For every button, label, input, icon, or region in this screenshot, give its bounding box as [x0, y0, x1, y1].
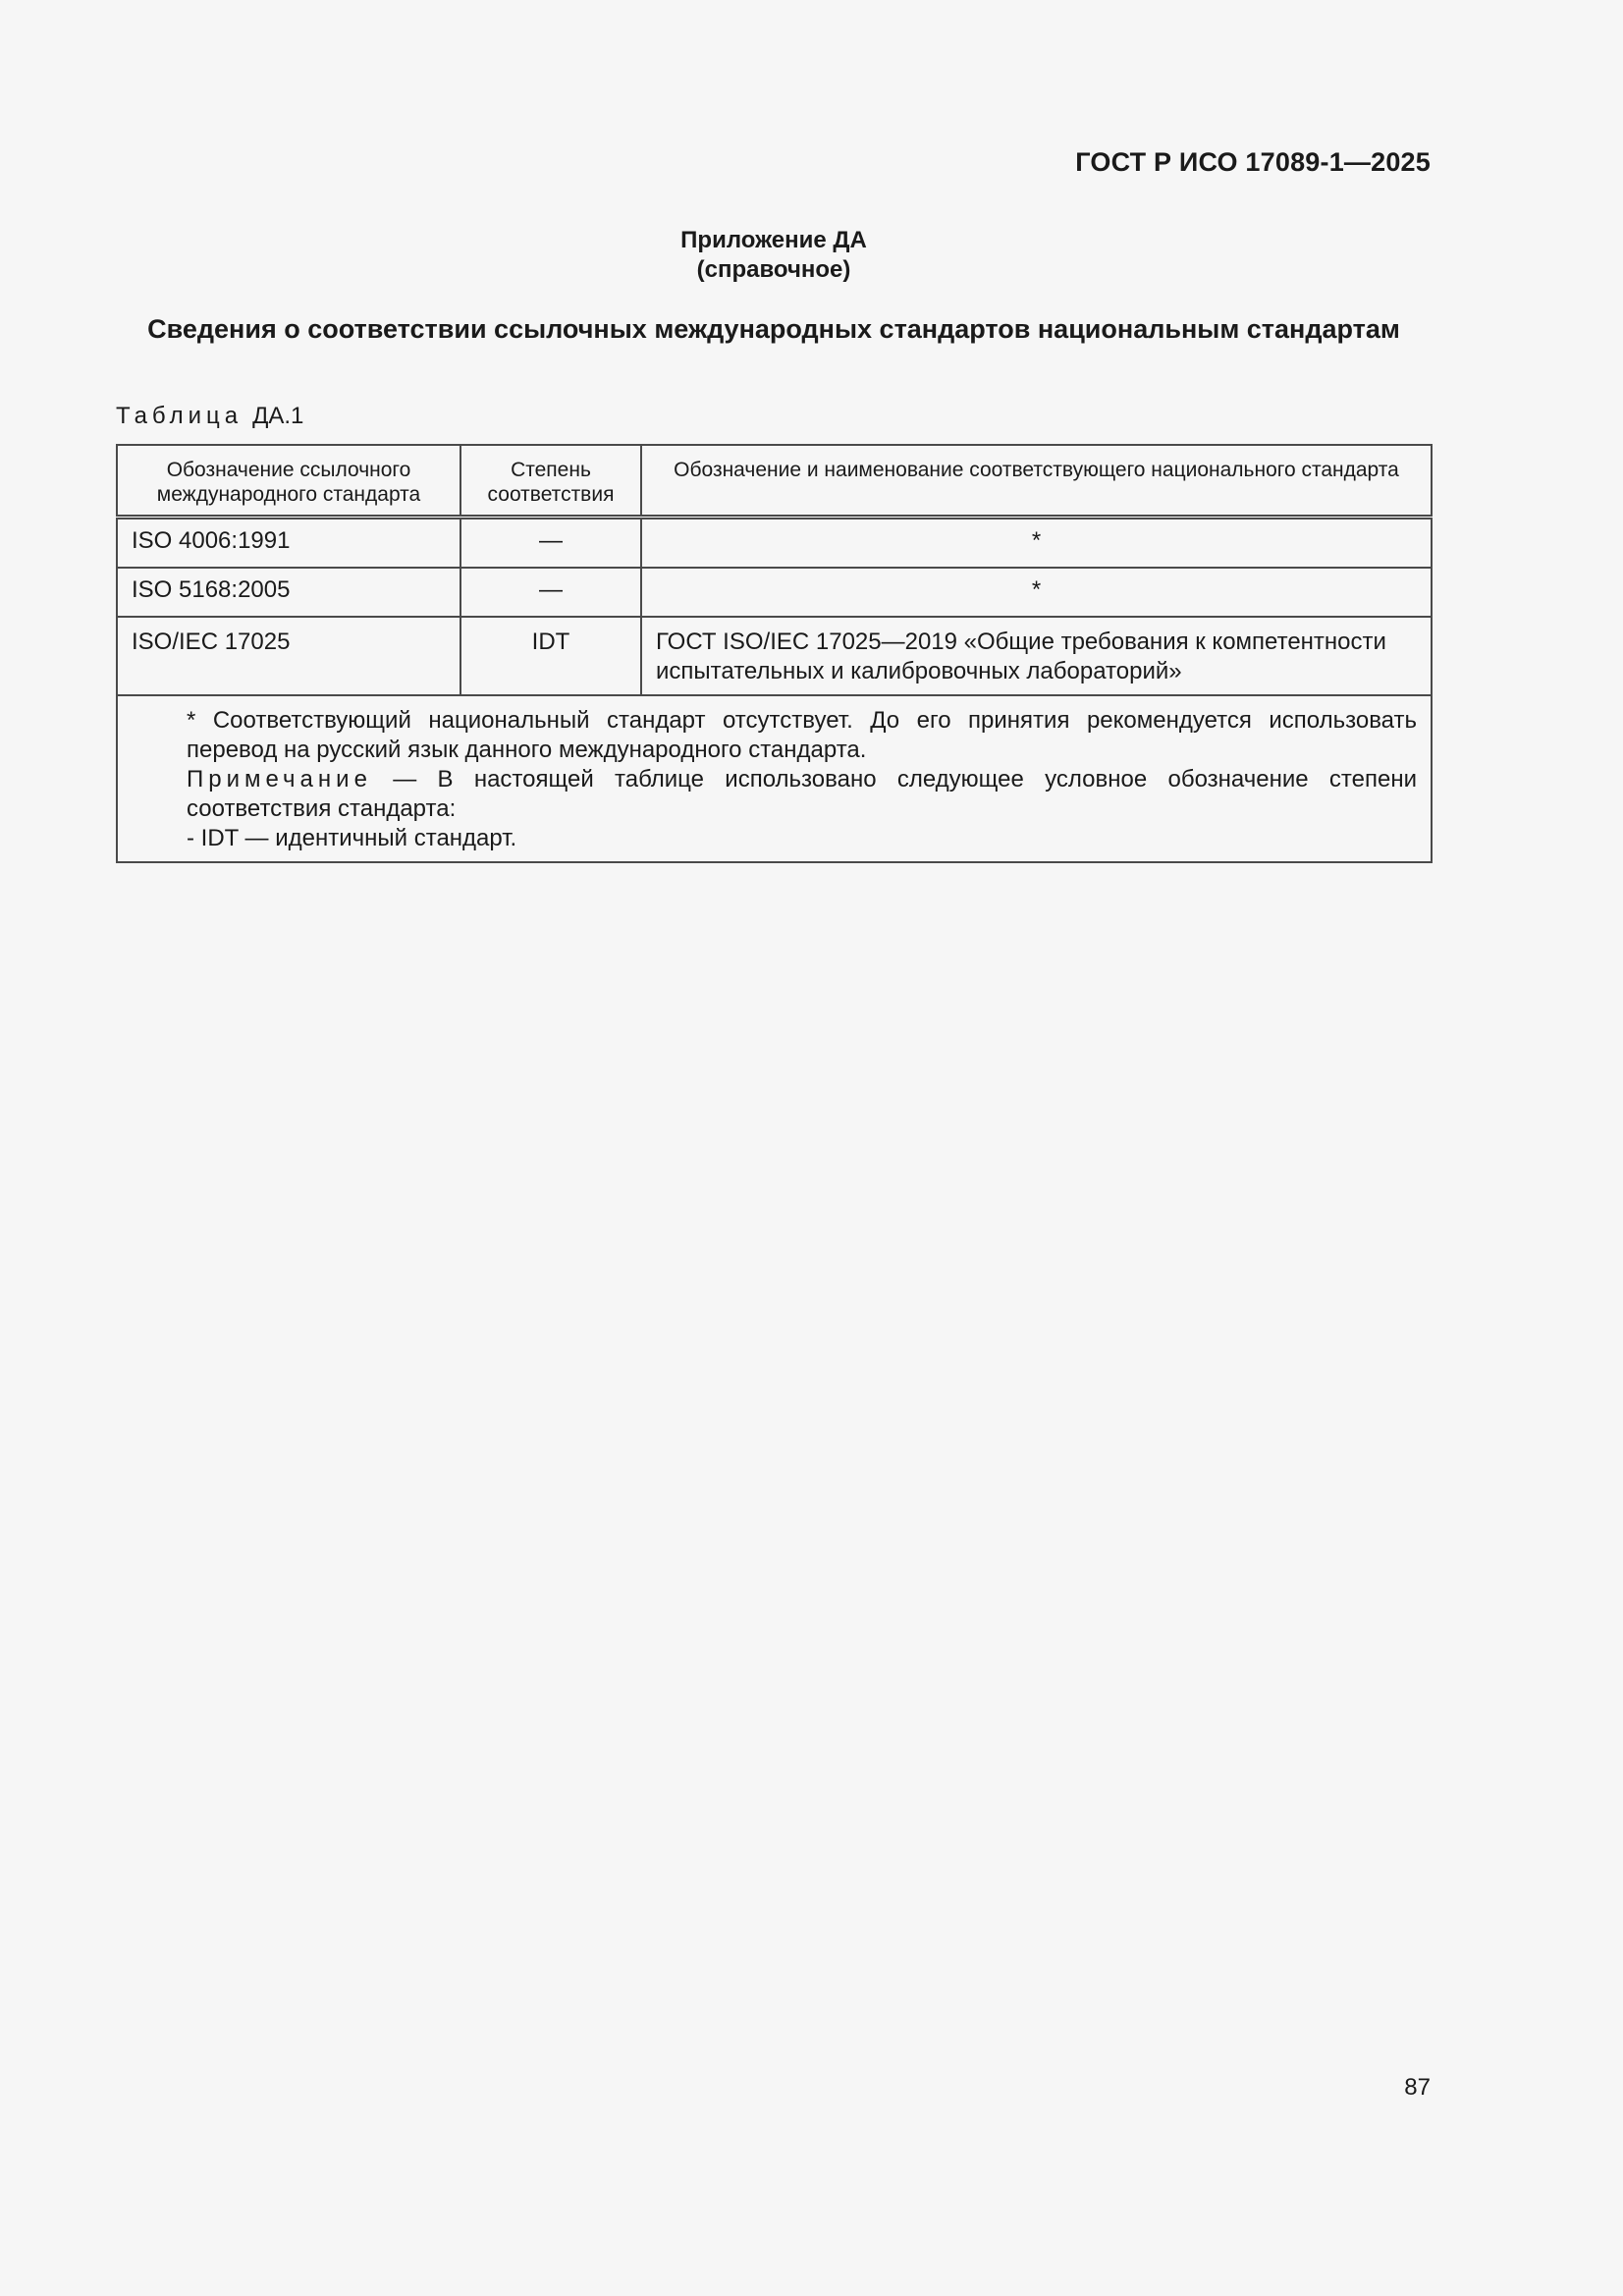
header-national-standard: Обозначение и наименование соответствующего национального стандарта: [641, 445, 1432, 518]
note-item: - IDT — идентичный стандарт.: [187, 825, 517, 851]
header-degree: Степень соответствия: [460, 445, 641, 518]
cell-degree: —: [460, 518, 641, 569]
cell-national: *: [641, 518, 1432, 569]
note-text: — В настоящей таблице использовано следующее условное обозначение степени соответствия стандарта:: [187, 766, 1417, 822]
header-reference-standard: Обозначение ссылочного международного стандарта: [117, 445, 460, 518]
table-notes: [117, 695, 1432, 862]
annex-heading: [0, 226, 1547, 285]
annex-subtitle: (справочное): [696, 256, 851, 283]
cell-degree: IDT: [460, 617, 641, 695]
table-row: [117, 518, 1432, 569]
footnote: * Соответствующий национальный стандарт отсутствует. До его принятия рекомендуется использовать перевод на русский язык данного международного стандарта.: [187, 707, 1417, 763]
section-title: Сведения о соответствии ссылочных международных стандартов национальным стандартам: [147, 314, 1400, 344]
cell-national: ГОСТ ISO/IEC 17025—2019 «Общие требования к компетентности испытательных и калибровочных лабораторий»: [641, 617, 1432, 695]
annex-title: Приложение ДА: [680, 227, 867, 253]
cell-reference: ISO/IEC 17025: [117, 617, 460, 695]
note: [132, 765, 1417, 824]
cell-reference: ISO 4006:1991: [117, 518, 460, 569]
note-label: Примечание: [187, 766, 372, 793]
page-number: 87: [1404, 2074, 1431, 2101]
table-caption-number: ДА.1: [252, 403, 304, 429]
correspondence-table: [116, 444, 1433, 863]
table-caption: [116, 403, 303, 430]
cell-reference: ISO 5168:2005: [117, 568, 460, 617]
table-row: [117, 568, 1432, 617]
table-header-row: [117, 445, 1432, 518]
document-code: ГОСТ Р ИСО 17089-1—2025: [1075, 147, 1431, 177]
table-notes-row: [117, 695, 1432, 862]
cell-national: *: [641, 568, 1432, 617]
table-row: [117, 617, 1432, 695]
table-caption-label: Таблица: [116, 403, 243, 429]
cell-degree: —: [460, 568, 641, 617]
